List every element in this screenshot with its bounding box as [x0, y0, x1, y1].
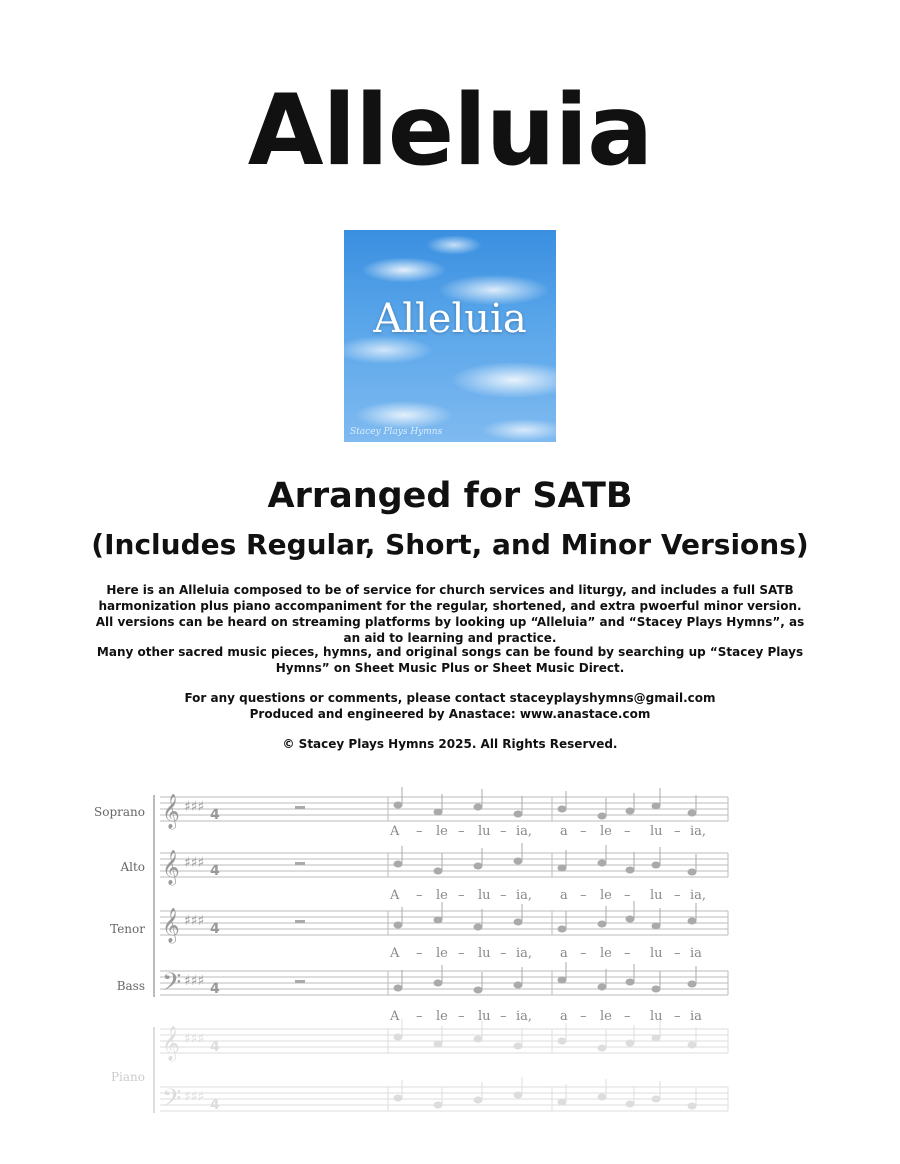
key-signature: ♯♯♯	[184, 913, 205, 929]
note-head	[394, 1095, 403, 1102]
lyric-syllable: lu	[478, 824, 491, 839]
lyric-syllable: A	[390, 824, 400, 839]
lyric-syllable: –	[458, 824, 465, 839]
lyric-syllable: lu	[478, 946, 491, 961]
lyric-syllable: –	[500, 888, 507, 903]
lyric-syllable: ia	[690, 1009, 702, 1024]
lyric-syllable: –	[416, 946, 423, 961]
lyric-syllable: le	[600, 888, 612, 903]
time-signature: 4	[210, 921, 220, 937]
lyric-syllable: ia,	[516, 946, 533, 961]
versions-subtitle: (Includes Regular, Short, and Minor Versions)	[91, 528, 809, 561]
clef-symbol: 𝄢	[162, 1084, 182, 1119]
part-label-tenor: Tenor	[110, 922, 145, 936]
lyric-syllable: –	[624, 946, 631, 961]
music-score-preview	[90, 775, 740, 1160]
note-head	[558, 1038, 567, 1045]
lyric-syllable: ia	[690, 946, 702, 961]
lyric-syllable: lu	[650, 946, 663, 961]
clef-symbol: 𝄢	[162, 968, 182, 1003]
key-signature: ♯♯♯	[184, 799, 205, 815]
note-head	[598, 1094, 607, 1101]
lyric-syllable: lu	[478, 1009, 491, 1024]
note-head	[474, 1097, 483, 1104]
lyric-syllable: a	[560, 824, 568, 839]
whole-rest	[295, 980, 305, 983]
note-head	[514, 811, 523, 818]
note-head	[558, 1099, 567, 1106]
note-head	[394, 861, 403, 868]
note-head	[688, 869, 697, 876]
note-head	[514, 919, 523, 926]
lyric-syllable: –	[416, 888, 423, 903]
key-signature: ♯♯♯	[184, 973, 205, 989]
note-head	[652, 862, 661, 869]
note-head	[434, 868, 443, 875]
lyric-syllable: –	[624, 888, 631, 903]
lyric-syllable: ia,	[516, 824, 533, 839]
note-head	[558, 865, 567, 872]
whole-rest	[295, 920, 305, 923]
lyric-syllable: A	[390, 1009, 400, 1024]
key-signature: ♯♯♯	[184, 1089, 205, 1105]
note-head	[474, 863, 483, 870]
clef-symbol: 𝄞	[162, 1026, 180, 1061]
time-signature: 4	[210, 981, 220, 997]
lyric-syllable: –	[580, 1009, 587, 1024]
lyric-syllable: –	[500, 1009, 507, 1024]
note-head	[652, 1035, 661, 1042]
lyric-syllable: –	[500, 946, 507, 961]
note-head	[558, 977, 567, 984]
lyric-syllable: le	[600, 946, 612, 961]
lyric-syllable: –	[580, 946, 587, 961]
lyric-syllable: –	[674, 824, 681, 839]
note-head	[688, 1042, 697, 1049]
lyric-syllable: –	[674, 1009, 681, 1024]
lyric-syllable: –	[580, 888, 587, 903]
lyric-syllable: –	[624, 1009, 631, 1024]
part-label-soprano: Soprano	[94, 805, 145, 819]
lyric-syllable: lu	[650, 1009, 663, 1024]
note-head	[514, 1043, 523, 1050]
lyric-syllable: lu	[650, 824, 663, 839]
note-head	[474, 924, 483, 931]
part-label-alto: Alto	[120, 860, 145, 874]
note-head	[434, 980, 443, 987]
time-signature: 4	[210, 863, 220, 879]
note-head	[626, 979, 635, 986]
lyric-syllable: ia,	[516, 888, 533, 903]
note-head	[558, 926, 567, 933]
time-signature: 4	[210, 1097, 220, 1113]
note-head	[514, 1092, 523, 1099]
contact-block	[90, 690, 810, 722]
note-head	[394, 1034, 403, 1041]
note-head	[652, 803, 661, 810]
lyric-syllable: le	[436, 824, 448, 839]
note-head	[394, 802, 403, 809]
lyric-syllable: le	[436, 946, 448, 961]
score-svg	[90, 775, 740, 1160]
part-label-piano: Piano	[110, 1070, 145, 1084]
note-head	[474, 1036, 483, 1043]
lyric-syllable: a	[560, 1009, 568, 1024]
note-head	[394, 985, 403, 992]
note-head	[598, 813, 607, 820]
lyric-syllable: –	[416, 1009, 423, 1024]
lyric-syllable: –	[580, 824, 587, 839]
lyric-syllable: ia,	[690, 824, 707, 839]
note-head	[626, 1040, 635, 1047]
note-head	[626, 808, 635, 815]
album-cover-image	[344, 230, 556, 442]
lyric-syllable: le	[436, 888, 448, 903]
contact-line: For any questions or comments, please contact staceyplayshymns@gmail.com	[184, 691, 716, 705]
note-head	[688, 1103, 697, 1110]
lyric-syllable: –	[458, 946, 465, 961]
time-signature: 4	[210, 1039, 220, 1055]
key-signature: ♯♯♯	[184, 855, 205, 871]
time-signature: 4	[210, 807, 220, 823]
lyric-syllable: le	[436, 1009, 448, 1024]
note-head	[474, 987, 483, 994]
lyric-syllable: le	[600, 824, 612, 839]
lyric-syllable: ia,	[516, 1009, 533, 1024]
note-head	[558, 806, 567, 813]
lyric-syllable: A	[390, 888, 400, 903]
part-label-bass: Bass	[116, 979, 145, 993]
note-head	[626, 1101, 635, 1108]
clef-symbol: 𝄞	[162, 908, 180, 943]
key-signature: ♯♯♯	[184, 1031, 205, 1047]
note-head	[626, 867, 635, 874]
whole-rest	[295, 806, 305, 809]
clef-symbol: 𝄞	[162, 850, 180, 885]
lyric-syllable: –	[500, 824, 507, 839]
whole-rest	[295, 862, 305, 865]
lyric-syllable: ia,	[690, 888, 707, 903]
note-head	[598, 860, 607, 867]
note-head	[514, 858, 523, 865]
lyric-syllable: a	[560, 946, 568, 961]
note-head	[598, 984, 607, 991]
note-head	[434, 1041, 443, 1048]
note-head	[598, 921, 607, 928]
lyric-syllable: A	[390, 946, 400, 961]
note-head	[652, 1096, 661, 1103]
note-head	[474, 804, 483, 811]
description-paragraph: Here is an Alleluia composed to be of service for church services and liturgy, and includes a full SATB harmonization plus piano accompaniment for the regular, shortened, and extra pwoerful minor version. All versions can be heard on streaming platforms by looking up “Alleluia” and “Stacey Plays Hymns”, as an aid to learning and practice.	[95, 583, 805, 645]
clef-symbol: 𝄞	[162, 794, 180, 829]
more-info-paragraph: Many other sacred music pieces, hymns, and original songs can be found by searching up “Stacey Plays Hymns” on Sheet Music Plus or Sheet Music Direct.	[96, 645, 804, 675]
lyric-syllable: lu	[478, 888, 491, 903]
cover-title: Alleluia	[373, 296, 527, 342]
lyric-syllable: lu	[650, 888, 663, 903]
note-head	[688, 918, 697, 925]
note-head	[434, 809, 443, 816]
subtitle: Arranged for SATB	[267, 476, 633, 516]
page-title: Alleluia	[247, 74, 653, 188]
lyric-syllable: –	[624, 824, 631, 839]
lyric-syllable: a	[560, 888, 568, 903]
note-head	[514, 982, 523, 989]
note-head	[394, 922, 403, 929]
copyright-line: © Stacey Plays Hymns 2025. All Rights Reserved.	[282, 737, 618, 751]
lyric-syllable: le	[600, 1009, 612, 1024]
note-head	[434, 917, 443, 924]
note-head	[652, 923, 661, 930]
note-head	[626, 916, 635, 923]
note-head	[688, 810, 697, 817]
lyric-syllable: –	[674, 946, 681, 961]
producer-line: Produced and engineered by Anastace: www.anastace.com	[249, 707, 651, 721]
note-head	[434, 1102, 443, 1109]
lyric-syllable: –	[458, 1009, 465, 1024]
note-head	[652, 986, 661, 993]
cover-signature: Stacey Plays Hymns	[350, 427, 443, 437]
note-head	[688, 981, 697, 988]
note-head	[598, 1045, 607, 1052]
lyric-syllable: –	[416, 824, 423, 839]
lyric-syllable: –	[674, 888, 681, 903]
lyric-syllable: –	[458, 888, 465, 903]
